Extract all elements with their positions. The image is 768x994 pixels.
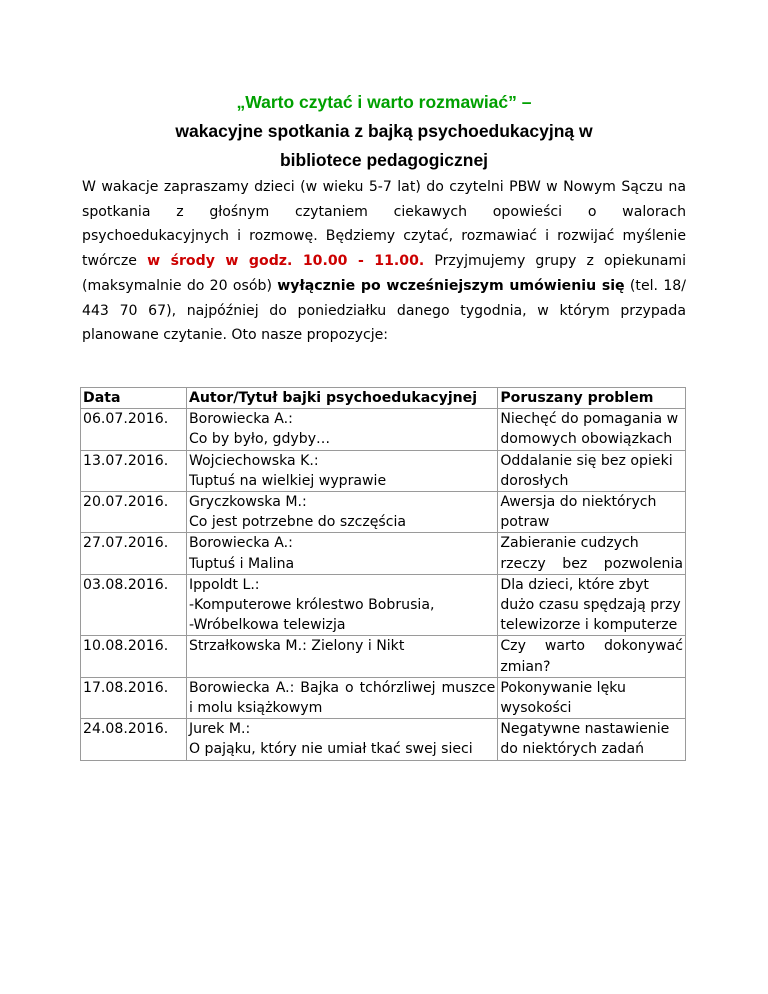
row-author: Borowiecka A.: [188, 411, 293, 428]
table-row [81, 636, 686, 677]
program-table [80, 387, 686, 761]
row-book-title: O pająku, który nie umiał tkać swej sieci [188, 741, 473, 758]
row-book-title: Tuptuś i Malina [188, 555, 295, 572]
row-title [186, 450, 497, 491]
row-book-title: -Komputerowe królestwo Bobrusia, [188, 597, 435, 614]
row-date: 20.07.2016. [81, 492, 187, 533]
table-row [81, 677, 686, 718]
row-date: 13.07.2016. [81, 450, 187, 491]
row-title [186, 574, 497, 636]
row-book-title-2: -Wróbelkowa telewizja [188, 617, 346, 634]
row-problem: Niechęć do pomagania w domowych obowiązkach [498, 409, 686, 450]
row-date: 10.08.2016. [81, 636, 187, 677]
row-book-title: Co by było, gdyby… [188, 431, 331, 448]
row-title [186, 533, 497, 574]
table-row [81, 574, 686, 636]
intro-text-1: W wakacje zapraszamy dzieci (w wieku 5-7 lat) do czytelni PBW w Nowym Sączu na spotkania z głośnym czytaniem ciekawych opowieści o walorach psychoedukacyjnych i rozmowę. Będziemy czytać, rozmawiać i rozwijać myślenie twórcze [82, 179, 686, 270]
row-author: Strzałkowska M.: Zielony i Nikt [188, 638, 405, 655]
table-header-row [81, 388, 686, 409]
document-title [0, 88, 768, 175]
row-title [186, 719, 497, 760]
row-author: Jurek M.: [188, 721, 251, 738]
header-problem: Poruszany problem [498, 388, 686, 409]
table-row [81, 719, 686, 760]
row-author: Gryczkowska M.: [188, 494, 307, 511]
row-date: 24.08.2016. [81, 719, 187, 760]
row-problem: Dla dzieci, które zbyt dużo czasu spędzają przy telewizorze i komputerze [498, 574, 686, 636]
row-title [186, 492, 497, 533]
intro-text-3: (tel. 18/ 443 70 67), najpóźniej do poniedziałku danego tygodnia, w którym przypada planowane czytanie. Oto nasze propozycje: [82, 277, 687, 344]
title-line-3: bibliotece pedagogicznej [279, 150, 489, 170]
row-problem: Pokonywanie lęku wysokości [498, 677, 686, 718]
row-problem: Oddalanie się bez opieki dorosłych [498, 450, 686, 491]
row-title: Borowiecka A.: Bajka o tchórzliwej muszce i molu książkowym [186, 677, 497, 718]
intro-schedule-highlight: w środy w godz. 10.00 - 11.00. [147, 253, 425, 270]
row-date: 03.08.2016. [81, 574, 187, 636]
row-book-title: Tuptuś na wielkiej wyprawie [188, 472, 387, 489]
row-problem: Negatywne nastawienie do niektórych zadań [498, 719, 686, 760]
intro-booking-note: wyłącznie po wcześniejszym umówieniu się [277, 277, 625, 294]
table-row [81, 409, 686, 450]
header-title: Autor/Tytuł bajki psychoedukacyjnej [186, 388, 497, 409]
title-line-1: „Warto czytać i warto rozmawiać” – [236, 92, 532, 112]
row-problem: Czy warto dokonywać zmian? [498, 636, 686, 677]
intro-text-2: Przyjmujemy grupy z opiekunami (maksymalnie do 20 osób) [82, 253, 686, 294]
intro-paragraph [82, 175, 686, 348]
row-book-title: Co jest potrzebne do szczęścia [188, 514, 407, 531]
row-date: 17.08.2016. [81, 677, 187, 718]
row-title [186, 409, 497, 450]
header-date: Data [81, 388, 187, 409]
row-problem: Awersja do niektórych potraw [498, 492, 686, 533]
title-line-2: wakacyjne spotkania z bajką psychoedukacyjną w [175, 121, 593, 141]
table-row [81, 450, 686, 491]
row-author: Borowiecka A.: [188, 535, 293, 552]
table-row [81, 492, 686, 533]
row-date: 06.07.2016. [81, 409, 187, 450]
row-date: 27.07.2016. [81, 533, 187, 574]
table-row [81, 533, 686, 574]
row-title [186, 636, 497, 677]
row-author: Wojciechowska K.: [188, 452, 319, 469]
row-author: Ippoldt L.: [188, 576, 260, 593]
row-problem: Zabieranie cudzych rzeczy bez pozwolenia [498, 533, 686, 574]
